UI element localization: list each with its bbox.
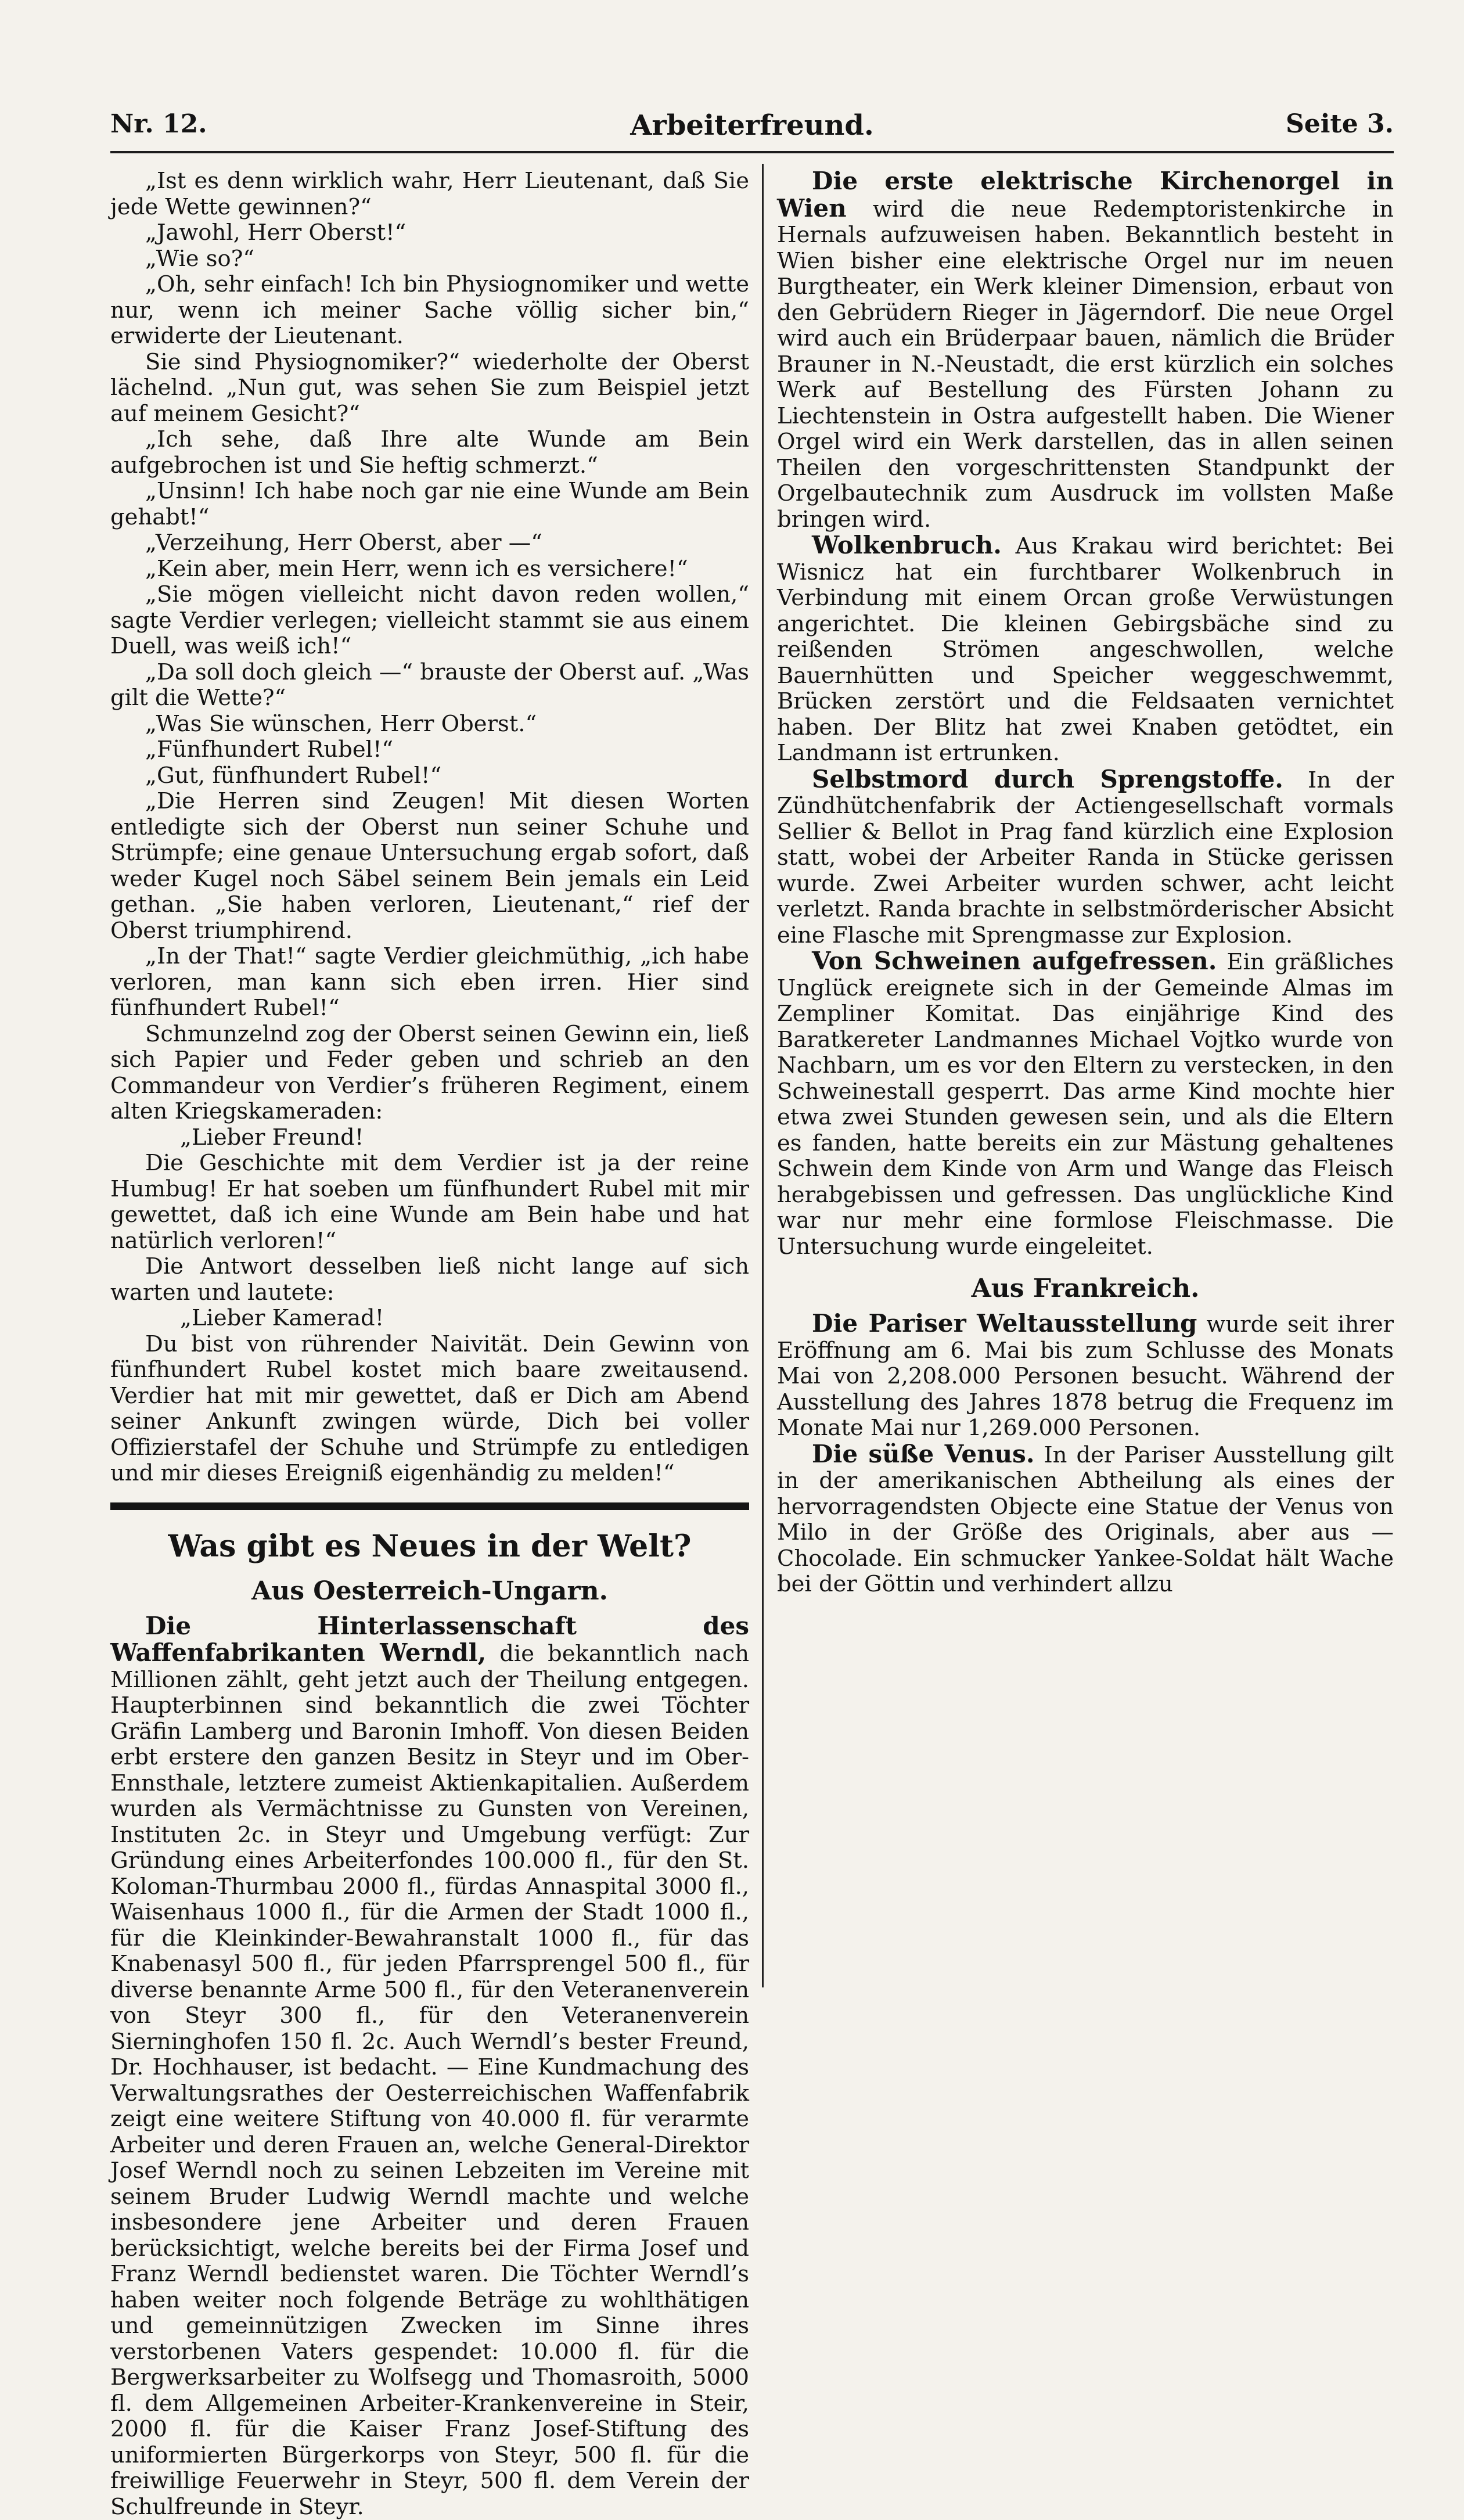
story-paragraph: „Die Herren sind Zeugen! Mit diesen Worten entledigte sich der Oberst nun seiner Schuhe und Strümpfe; eine genaue Untersuchung ergab sofort, daß weder Kugel noch Säbel seinem Bein jemals ein Leid gethan. „Sie haben verloren, Lieutenant,“ rief der Oberst triumphirend. — [110, 789, 749, 944]
suicide-article — [777, 767, 1394, 949]
expo-article — [777, 1311, 1394, 1441]
suicide-text: In der Zündhütchenfabrik der Actiengesellschaft vormals Sellier & Bellot in Prag fand kürzlich eine Explosion statt, wobei der Arbeiter Randa in Stücke gerissen wurde. Zwei Arbeiter wurden schwer, acht leicht verletzt. Randa brachte in selbstmörderischer Absicht eine Flasche mit Sprengmasse zur Explosion. — [777, 767, 1394, 948]
venus-headline: Die süße Venus. — [812, 1440, 1034, 1468]
left-column — [110, 168, 749, 2520]
story-paragraph: Die Antwort desselben ließ nicht lange auf sich warten und lautete: — [110, 1254, 749, 1306]
story-paragraph: „Fünfhundert Rubel!“ — [110, 737, 749, 763]
story-paragraph: Sie sind Physiognomiker?“ wiederholte der Oberst lächelnd. „Nun gut, was sehen Sie zum Beispiel jetzt auf meinem Gesicht?“ — [110, 350, 749, 427]
column-divider — [762, 164, 764, 1987]
werndl-headline: Die Hinterlassenschaft des Waffenfabrikanten Werndl, — [110, 1612, 749, 1667]
expo-text: wurde seit ihrer Eröffnung am 6. Mai bis zum Schlusse des Monats Mai von 2,208.000 Personen besucht. Während der Ausstellung des Jahres 1878 betrug die Frequenz im Monate Mai nur 1,269.000 Personen. — [777, 1311, 1394, 1441]
letter-salutation: „Lieber Kamerad! — [110, 1306, 749, 1332]
cloudburst-headline: Wolkenbruch. — [812, 531, 1002, 559]
expo-headline: Die Pariser Weltausstellung — [812, 1309, 1197, 1338]
story-paragraph: „Ist es denn wirklich wahr, Herr Lieutenant, daß Sie jede Wette gewinnen?“ — [110, 168, 749, 220]
page-header — [110, 109, 1394, 146]
pigs-headline: Von Schweinen aufgefressen. — [812, 947, 1217, 975]
letter-body: Die Geschichte mit dem Verdier ist ja der reine Humbug! Er hat soeben um fünfhundert Rubel mit mir gewettet, daß ich eine Wunde am Bein habe und hat natürlich verloren!“ — [110, 1151, 749, 1254]
cloudburst-article — [777, 533, 1394, 767]
spacer — [777, 1260, 1394, 1272]
story-paragraph: „Kein aber, mein Herr, wenn ich es versichere!“ — [110, 556, 749, 583]
suicide-headline: Selbstmord durch Sprengstoffe. — [812, 765, 1283, 793]
story-paragraph: „Ich sehe, daß Ihre alte Wunde am Bein aufgebrochen ist und Sie heftig schmerzt.“ — [110, 427, 749, 479]
austria-heading: Aus Oesterreich-Ungarn. — [110, 1575, 749, 1608]
organ-headline: Die erste elektrische Kirchenorgel in Wien — [777, 167, 1394, 222]
header-rule — [110, 151, 1394, 153]
story-paragraph: „Verzeihung, Herr Oberst, aber —“ — [110, 530, 749, 556]
section-separator — [110, 1502, 749, 1510]
story-paragraph: „Wie so?“ — [110, 246, 749, 272]
pigs-text: Ein gräßliches Unglück ereignete sich in der Gemeinde Almas im Zempliner Komitat. Das einjährige Kind des Baratkereter Landmannes Michael Vojtko wurde von Nachbarn, um es vor den Eltern zu verstecken, in den Schweinestall gesperrt. Das arme Kind mochte hier etwa zwei Stunden gewesen sein, und als die Eltern es fanden, hatte bereits ein zur Mästung gehaltenes Schwein dem Kinde von Arm und Wange das Fleisch herabgebissen und gefressen. Das unglückliche Kind war nur mehr eine formlose Fleischmasse. Die Untersuchung wurde eingeleitet. — [777, 949, 1394, 1260]
werndl-text: die bekanntlich nach Millionen zählt, geht jetzt auch der Theilung entgegen. Haupterbinnen sind bekanntlich die zwei Töchter Gräfin Lamberg und Baronin Imhoff. Von diesen Beiden erbt erstere den ganzen Besitz in Steyr und im Ober-Ennsthale, letztere zumeist Aktienkapitalien. Außerdem wurden als Vermächtnisse zu Gunsten von Vereinen, Instituten 2c. in Steyr und Umgebung verfügt: Zur Gründung eines Arbeiterfondes 100.000 fl., für den St. Koloman-Thurmbau 2000 fl., fürdas Annaspital 3000 fl., Waisenhaus 1000 fl., für die Armen der Stadt 1000 fl., für die Kleinkinder-Bewahranstalt 1000 fl., für das Knabenasyl 500 fl., für jeden Pfarrsprengel 500 fl., für diverse benannte Arme 500 fl., für den Veteranenverein von Steyr 300 fl., für den Veteranenverein Sierninghofen 150 fl. 2c. Auch Werndl’s bester Freund, Dr. Hochhauser, ist bedacht. — Eine Kundmachung des Verwaltungsrathes der Oesterreichischen Waffenfabrik zeigt eine weitere Stiftung von 40.000 fl. für verarmte Arbeiter und deren Frauen an, welche General-Direktor Josef Werndl noch zu seinen Lebzeiten im Vereine mit seinem Bruder Ludwig Werndl machte und welche insbesondere jene Arbeiter und deren Frauen berücksichtigt, welche bereits bei der Firma Josef und Franz Werndl bedienstet waren. Die Töchter Werndl’s haben weiter noch folgende Beträge zu wohlthätigen und gemeinnützigen Zwecken im Sinne ihres verstorbenen Vaters gespendet: 10.000 fl. für die Bergwerksarbeiter zu Wolfsegg und Thomasroith, 5000 fl. dem Allgemeinen Arbeiter-Krankenvereine in Steir, 2000 fl. für die Kaiser Franz Josef-Stiftung des uniformierten Bürgerkorps von Steyr, 500 fl. für die freiwillige Feuerwehr in Steyr, 500 fl. dem Verein der Schulfreunde in Steyr. — [110, 1641, 749, 2520]
france-heading: Aus Frankreich. — [777, 1272, 1394, 1305]
pigs-article — [777, 948, 1394, 1260]
story-paragraph: Schmunzelnd zog der Oberst seinen Gewinn ein, ließ sich Papier und Feder geben und schrieb an den Commandeur von Verdier’s früheren Regiment, einem alten Kriegskameraden: — [110, 1022, 749, 1125]
page-number: Seite 3. — [1286, 109, 1394, 139]
story-paragraph: „Gut, fünfhundert Rubel!“ — [110, 763, 749, 789]
story-paragraph: „In der That!“ sagte Verdier gleichmüthig, „ich habe verloren, man kann sich eben irren. Hier sind fünfhundert Rubel!“ — [110, 944, 749, 1022]
news-section-title: Was gibt es Neues in der Welt? — [110, 1526, 749, 1567]
letter-body: Du bist von rührender Naivität. Dein Gewinn von fünfhundert Rubel kostet mich baare zweitausend. Verdier hat mit mir gewettet, daß er Dich am Abend seiner Ankunft zwingen würde, Dich bei voller Offizierstafel der Schuhe und Strümpfe zu entledigen und mir dieses Ereigniß eigenhändig zu melden!“ — [110, 1332, 749, 1487]
story-paragraph: „Was Sie wünschen, Herr Oberst.“ — [110, 711, 749, 738]
issue-number: Nr. 12. — [110, 109, 207, 139]
werndl-article — [110, 1613, 749, 2520]
story-paragraph: „Oh, sehr einfach! Ich bin Physiognomiker und wette nur, wenn ich meiner Sache völlig sicher bin,“ erwiderte der Lieutenant. — [110, 272, 749, 350]
right-column — [777, 168, 1394, 1598]
venus-article — [777, 1441, 1394, 1598]
story-paragraph: „Sie mögen vielleicht nicht davon reden wollen,“ sagte Verdier verlegen; vielleicht stammt sie aus einem Duell, was weiß ich!“ — [110, 582, 749, 660]
story-paragraph: „Jawohl, Herr Oberst!“ — [110, 220, 749, 246]
organ-article — [777, 168, 1394, 533]
venus-text: In der Pariser Ausstellung gilt in der amerikanischen Abtheilung als eines der hervorragendsten Objecte eine Statue der Venus von Milo in der Größe des Originals, aber aus — Chocolade. Ein schmucker Yankee-Soldat hält Wache bei der Göttin und verhindert allzu — [777, 1442, 1394, 1598]
story-paragraph: „Unsinn! Ich habe noch gar nie eine Wunde am Bein gehabt!“ — [110, 479, 749, 530]
newspaper-title: Arbeiterfreund. — [110, 109, 1394, 142]
organ-text: wird die neue Redemptoristenkirche in Hernals aufzuweisen haben. Bekanntlich besteht in Wien bisher eine elektrische Orgel nur im neuen Burgtheater, ein Werk kleiner Dimension, erbaut von den Gebrüdern Rieger in Jägerndorf. Die neue Orgel wird auch ein Brüderpaar bauen, nämlich die Brüder Brauner in N.-Neustadt, die erst kürzlich ein solches Werk auf Bestellung des Fürsten Johann zu Liechtenstein in Ostra aufgestellt haben. Die Wiener Orgel wird ein Werk darstellen, das in allen seinen Theilen den vorgeschrittensten Standpunkt der Orgelbautechnik zum Ausdruck im vollsten Maße bringen wird. — [777, 196, 1394, 533]
story-paragraph: „Da soll doch gleich —“ brauste der Oberst auf. „Was gilt die Wette?“ — [110, 660, 749, 711]
cloudburst-text: Aus Krakau wird berichtet: Bei Wisnicz hat ein furchtbarer Wolkenbruch in Verbindung mit einem Orcan große Verwüstungen angerichtet. Die kleinen Gebirgsbäche sind zu reißenden Strömen angeschwollen, welche Bauernhütten und Speicher weggeschwemmt, Brücken zerstört und die Feldsaaten vernichtet haben. Der Blitz hat zwei Knaben getödtet, ein Landmann ist ertrunken. — [777, 533, 1394, 766]
letter-salutation: „Lieber Freund! — [110, 1125, 749, 1151]
